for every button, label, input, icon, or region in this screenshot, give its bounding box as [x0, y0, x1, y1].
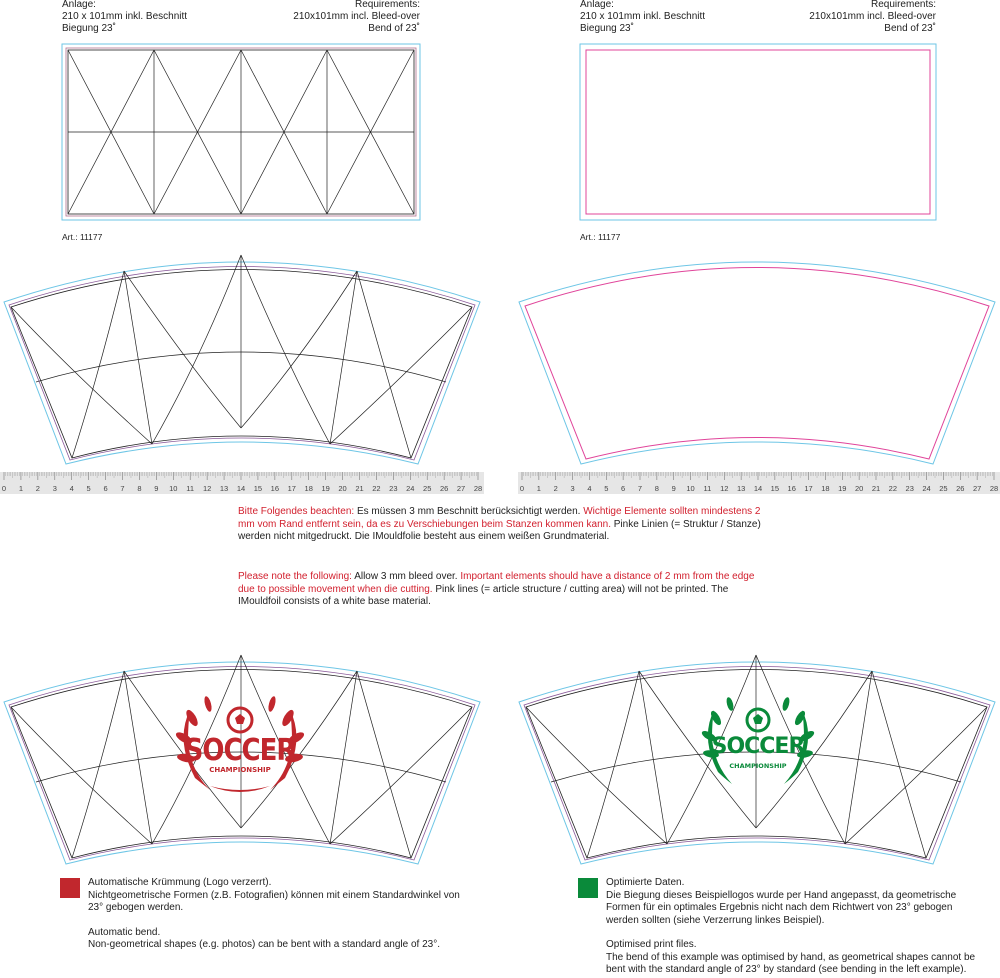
ruler-tick-label: 15 — [770, 484, 780, 493]
note-en-red: Important elements should have a distance of 2 mm from the edge due to possible movement when die cutting. — [238, 571, 755, 595]
caption-right-en-title: Optimised print files. — [606, 939, 697, 950]
ruler-tick-label: 25 — [423, 484, 432, 493]
ruler-tick-label: 7 — [120, 484, 125, 493]
ruler-tick-label: 15 — [253, 484, 263, 493]
ruler-tick-label: 9 — [671, 484, 676, 493]
logo-sub: CHAMPIONSHIP — [729, 762, 787, 770]
ruler-tick-label: 3 — [570, 484, 575, 493]
ruler-tick-label: 1 — [536, 484, 541, 493]
ruler-tick-label: 20 — [338, 484, 347, 493]
ruler-tick-label: 4 — [69, 484, 74, 493]
article-number: Art.: 11177 — [580, 232, 621, 242]
ruler-tick-label: 26 — [956, 484, 965, 493]
ruler-tick-label: 27 — [456, 484, 466, 493]
ruler-tick-label: 5 — [604, 484, 609, 493]
ruler-tick-label: 10 — [169, 484, 178, 493]
ruler-tick-label: 11 — [186, 484, 195, 493]
note-de-lead: Bitte Folgendes beachten: — [238, 506, 355, 517]
ruler-tick-label: 21 — [355, 484, 364, 493]
ruler-tick-label: 6 — [103, 484, 108, 493]
en-bend: Bend of 23˚ — [368, 23, 420, 34]
ruler-tick-label: 25 — [939, 484, 948, 493]
ruler-tick-label: 22 — [372, 484, 381, 493]
ruler-tick-label: 18 — [304, 484, 313, 493]
ruler-tick-label: 16 — [270, 484, 280, 493]
note-en-lead: Please note the following: — [238, 571, 352, 582]
ruler-tick-label: 16 — [787, 484, 796, 493]
note-de-p2: Pinke Linien (= Struktur / Stanze) werden nicht mitgedruckt. Die IMouldfolie besteht aus einem weißen Grundmaterial. — [238, 518, 761, 542]
article-number: Art.: 11177 — [62, 232, 103, 242]
ruler-tick-label: 9 — [154, 484, 159, 493]
ruler-tick-label: 28 — [989, 484, 999, 493]
de-bend: Biegung 23˚ — [580, 23, 634, 34]
ruler-tick-label: 27 — [972, 484, 982, 493]
caption-left — [88, 877, 468, 952]
ruler-tick-label: 1 — [18, 484, 23, 493]
caption-right-de-title: Optimierte Daten. — [606, 877, 685, 888]
ruler-tick-label: 6 — [621, 484, 626, 493]
ruler-tick-label: 28 — [473, 484, 483, 493]
ruler-tick-label: 14 — [753, 484, 763, 493]
en-size: 210x101mm incl. Bleed-over — [293, 11, 420, 22]
note-de-red: Wichtige Elemente sollten mindestens 2 mm vom Rand entfernt sein, da es zu Verschiebungen beim Stanzen kommen kann. — [238, 506, 761, 530]
note-en-p2: Pink lines (= article structure / cutting area) will not be printed. The IMouldfoil consists of a white base material. — [238, 583, 729, 607]
ruler-tick-label: 8 — [137, 484, 142, 493]
ruler-tick-label: 23 — [905, 484, 914, 493]
ruler-tick-label: 24 — [922, 484, 931, 493]
logo-word: SOCCER — [184, 733, 296, 769]
note-en-p1: Allow 3 mm bleed over. — [351, 571, 461, 582]
ruler-tick-label: 18 — [821, 484, 830, 493]
ruler-tick-label: 21 — [871, 484, 881, 493]
ruler-tick-label: 8 — [654, 484, 659, 493]
green-swatch — [578, 878, 598, 898]
soccer-logo-green — [696, 690, 820, 790]
caption-right — [606, 877, 981, 977]
de-bend: Biegung 23˚ — [62, 23, 116, 34]
de-title: Anlage: — [580, 0, 614, 10]
caption-left-de-title: Automatische Krümmung (Logo verzerrt). — [88, 877, 272, 888]
de-title: Anlage: — [62, 0, 96, 10]
caption-left-en-body: Non-geometrical shapes (e.g. photos) can be bent with a standard angle of 23°. — [88, 939, 440, 950]
ruler-tick-label: 5 — [86, 484, 91, 493]
ruler-tick-label: 22 — [888, 484, 898, 493]
ruler-tick-label: 26 — [439, 484, 449, 493]
ruler-tick-label: 19 — [838, 484, 847, 493]
ruler-tick-label: 17 — [287, 484, 296, 493]
ruler-tick-label: 13 — [736, 484, 746, 493]
note-de-p1: Es müssen 3 mm Beschnitt berücksichtigt werden. — [354, 506, 584, 517]
en-size: 210x101mm incl. Bleed-over — [809, 11, 936, 22]
ruler-tick-label: 13 — [219, 484, 229, 493]
ruler-tick-label: 7 — [637, 484, 643, 493]
caption-right-de-body: Die Biegung dieses Beispiellogos wurde per Hand angepasst, da geometrische Formen für ein optimales Ergebnis nicht nach dem Richtwert von 23° gebogen werden sollten (siehe Verzerrung linkes Beispiel). — [606, 889, 957, 926]
ruler-tick-label: 0 — [1, 484, 7, 493]
ruler-tick-label: 17 — [804, 484, 813, 493]
ruler-tick-label: 12 — [202, 484, 212, 493]
logo-word: SOCCER — [711, 734, 805, 759]
en-title: Requirements: — [354, 0, 420, 10]
ruler-tick-label: 12 — [720, 484, 729, 493]
caption-left-de-body: Nichtgeometrische Formen (z.B. Fotografien) können mit einem Standardwinkel von 23° gebogen werden. — [88, 889, 460, 913]
ruler-tick-label: 20 — [854, 484, 864, 493]
caption-left-en-title: Automatic bend. — [88, 926, 161, 938]
caption-right-en-body: The bend of this example was optimised by hand, as geometrical shapes cannot be bent with the standard angle of 23° by standard (see bending in the left example). — [606, 951, 976, 975]
en-title: Requirements: — [870, 0, 936, 10]
en-bend: Bend of 23˚ — [884, 23, 936, 34]
ruler-tick-label: 2 — [553, 484, 558, 493]
de-size: 210 x 101mm inkl. Beschnitt — [62, 11, 188, 22]
ruler-tick-label: 14 — [236, 484, 246, 493]
ruler-tick-label: 23 — [389, 484, 398, 493]
ruler-tick-label: 11 — [703, 484, 712, 493]
ruler-tick-label: 3 — [52, 484, 57, 493]
de-size: 210 x 101mm inkl. Beschnitt — [580, 11, 706, 22]
red-swatch — [60, 878, 80, 898]
soccer-logo-red — [170, 690, 310, 798]
ruler-tick-label: 4 — [587, 484, 592, 493]
ruler-tick-label: 10 — [686, 484, 695, 493]
logo-sub: CHAMPIONSHIP — [209, 766, 271, 774]
ruler-tick-label: 0 — [519, 484, 525, 493]
ruler-tick-label: 24 — [406, 484, 415, 493]
ruler-tick-label: 2 — [35, 484, 40, 493]
ruler-tick-label: 19 — [321, 484, 330, 493]
